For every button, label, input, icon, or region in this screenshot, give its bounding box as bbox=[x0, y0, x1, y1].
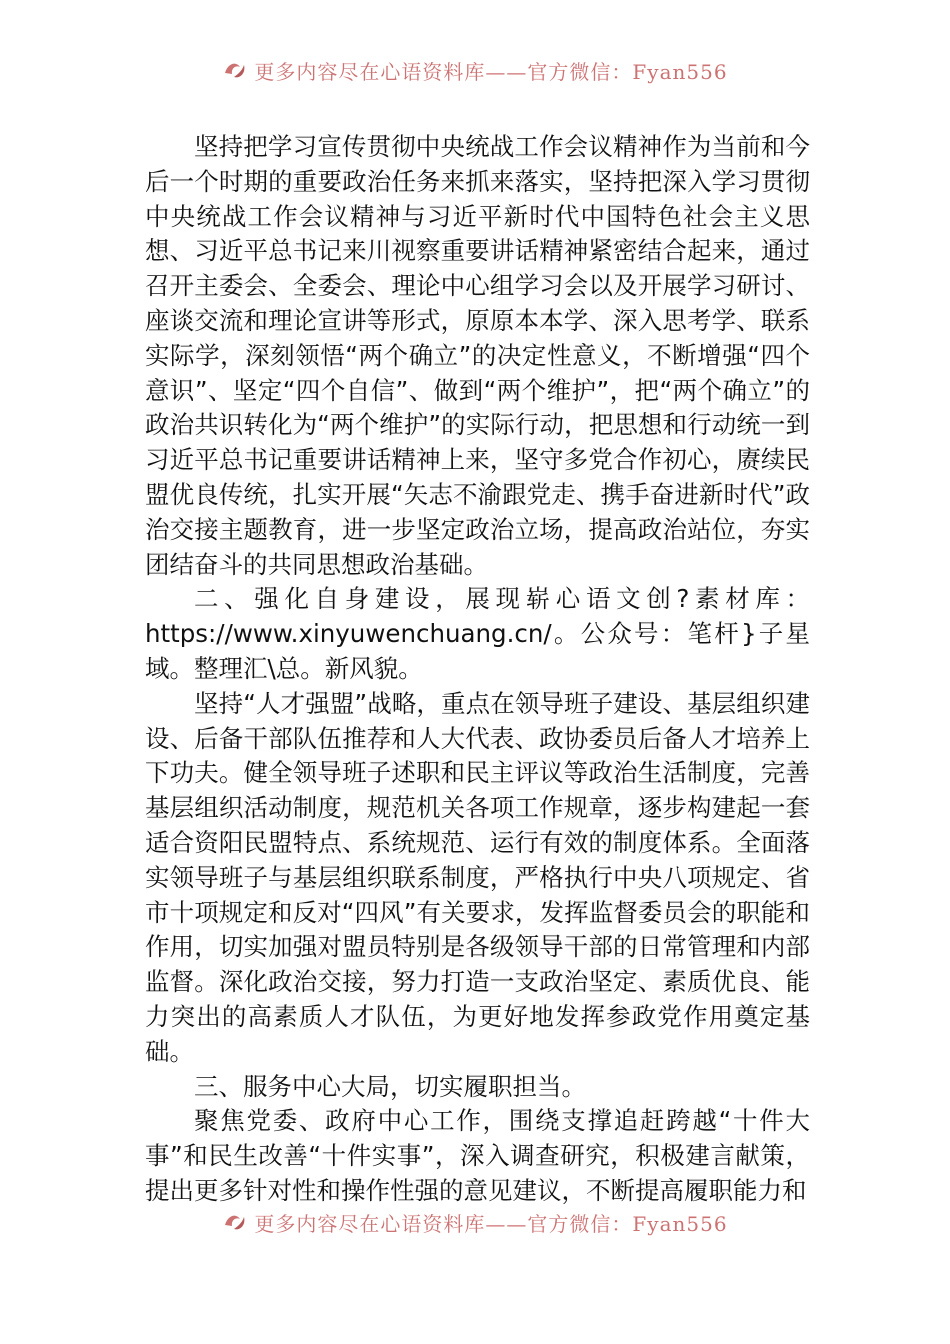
brand-logo-icon bbox=[222, 59, 248, 81]
section-heading-2: 二、强化自身建设，展现崭心语文创?素材库：https://www.xinyuwenchuang.cn/。公众号：笔杆}子星域。整理汇\总。新风貌。 bbox=[145, 584, 810, 683]
footer-watermark bbox=[0, 1208, 950, 1236]
brand-logo-icon bbox=[222, 1211, 248, 1233]
paragraph-1: 坚持把学习宣传贯彻中央统战工作会议精神作为当前和今后一个时期的重要政治任务来抓来落实，坚持把深入学习贯彻中央统战工作会议精神与习近平新时代中国特色社会主义思想、习近平总书记来川视察重要讲话精神紧密结合起来，通过召开主委会、全委会、理论中心组学习会以及开展学习研讨、座谈交流和理论宣讲等形式，原原本本学、深入思考学、联系实际学，深刻领悟“两个确立”的决定性意义，不断增强“四个意识”、坚定“四个自信”、做到“两个维护”，把“两个确立”的政治共识转化为“两个维护”的实际行动，把思想和行动统一到习近平总书记重要讲话精神上来，坚守多党合作初心，赓续民盟优良传统，扎实开展“矢志不渝跟党走、携手奋进新时代”政治交接主题教育，进一步坚定政治立场，提高政治站位，夯实团结奋斗的共同思想政治基础。 bbox=[145, 132, 810, 579]
section-heading-3: 三、服务中心大局，切实履职担当。 bbox=[194, 1071, 586, 1101]
paragraph-3: 聚焦党委、政府中心工作，围绕支撑追赶跨越“十件大事”和民生改善“十件实事”，深入调查研究，积极建言献策，提出更多针对性和操作性强的意见建议，不断提高履职能力和 bbox=[145, 1106, 810, 1205]
header-watermark bbox=[0, 56, 950, 84]
paragraph-2: 坚持“人才强盟”战略，重点在领导班子建设、基层组织建设、后备干部队伍推荐和人大代表、政协委员后备人才培养上下功夫。健全领导班子述职和民主评议等政治生活制度，完善基层组织活动制度，规范机关各项工作规章，逐步构建起一套适合资阳民盟特点、系统规范、运行有效的制度体系。全面落实领导班子与基层组织联系制度，严格执行中央八项规定、省市十项规定和反对“四风”有关要求，发挥监督委员会的职能和作用，切实加强对盟员特别是各级领导干部的日常管理和内部监督。深化政治交接，努力打造一支政治坚定、素质优良、能力突出的高素质人才队伍，为更好地发挥参政党作用奠定基础。 bbox=[145, 688, 810, 1066]
document-body bbox=[145, 130, 810, 1209]
watermark-text: 更多内容尽在心语资料库——官方微信：Fyan556 bbox=[254, 1211, 728, 1236]
watermark-text: 更多内容尽在心语资料库——官方微信：Fyan556 bbox=[254, 59, 728, 84]
